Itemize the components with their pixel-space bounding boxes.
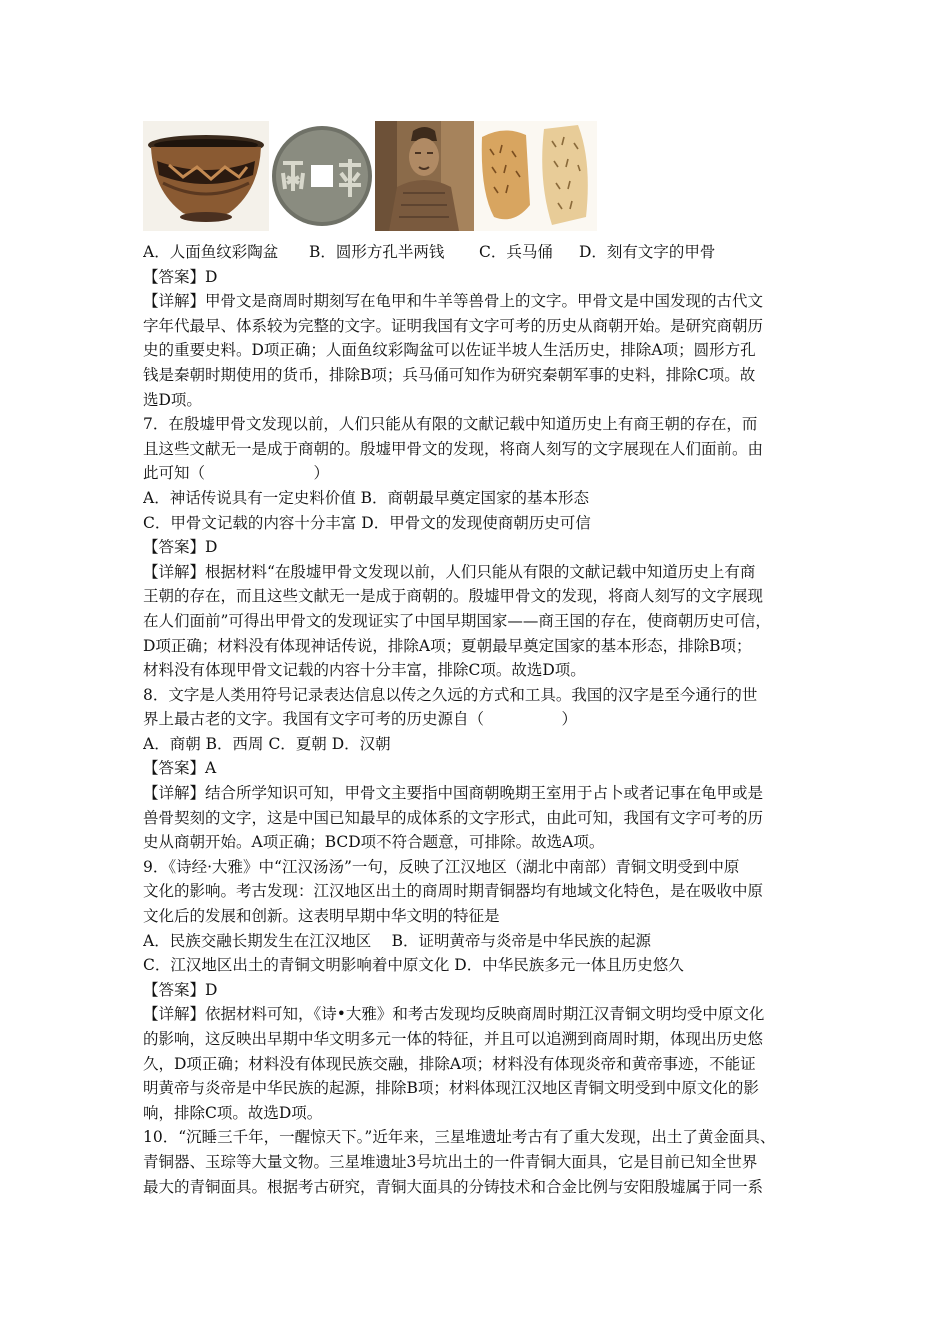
- q6-explain-line: 字年代最早、体系较为完整的文字。证明我国有文字可考的历史从商朝开始。是研究商朝历: [143, 316, 764, 335]
- q6-answer: 【答案】D: [143, 267, 218, 286]
- q6-option-b: B．圆形方孔半两钱: [309, 243, 445, 261]
- q9-options-line: A．民族交融长期发生在江汉地区 B．证明黄帝与炎帝是中华民族的起源: [143, 931, 652, 950]
- q9-stem-line: 文化的影响。考古发现：江汉地区出土的商周时期青铜器均有地域文化特色，是在吸收中原: [143, 882, 764, 901]
- question-text: [143, 240, 813, 1199]
- q7-explain-line: 在人们面前”可得出甲骨文的发现证实了中国早期国家——商王国的存在，使商朝历史可信，: [143, 611, 771, 630]
- oracle-bone-image: [474, 121, 597, 231]
- q8-stem-line: 8．文字是人类用符号记录表达信息以传之久远的方式和工具。我国的汉字是至今通行的世: [143, 685, 758, 704]
- q9-stem-line: 9．《诗经·大雅》中“江汉汤汤”一句，反映了江汉地区（湖北中南部）青铜文明受到中原: [143, 857, 740, 876]
- q8-explain-line: 【详解】结合所学知识可知，甲骨文主要指中国商朝晚期王室用于占卜或者记事在龟甲或是: [143, 784, 764, 803]
- q9-explain-line: 【详解】依据材料可知，《诗•大雅》和考古发现均反映商周时期江汉青铜文明均受中原文化: [143, 1005, 765, 1024]
- q7-explain-line: 王朝的存在，而且这些文献无一是成于商朝的。殷墟甲骨文的发现，将商人刻写的文字展现: [143, 587, 764, 606]
- q6-explain-line: 史的重要史料。D项正确；人面鱼纹彩陶盆可以佐证半坡人生活历史，排除A项；圆形方孔: [143, 341, 756, 360]
- banliang-coin-image: [269, 121, 375, 231]
- q9-explain-line: 久，D项正确；材料没有体现民族交融，排除A项；材料没有体现炎帝和黄帝事迹，不能证: [143, 1054, 756, 1073]
- q9-options-line: C．江汉地区出土的青铜文明影响着中原文化 D．中华民族多元一体且历史悠久: [143, 956, 684, 975]
- q7-options-line: A．神话传说具有一定史料价值 B．商朝最早奠定国家的基本形态: [143, 488, 590, 507]
- q6-option-a: A．人面鱼纹彩陶盆: [143, 243, 279, 261]
- q6-explain-line: 选D项。: [143, 390, 202, 409]
- q8-answer: 【答案】A: [143, 759, 217, 778]
- q6-option-d: D．刻有文字的甲骨: [579, 243, 716, 261]
- q7-explain-line: 材料没有体现甲骨文记载的内容十分丰富，排除C项。故选D项。: [143, 661, 586, 680]
- q9-explain-line: 响，排除C项。故选D项。: [143, 1103, 323, 1122]
- terracotta-warrior-image: [375, 121, 474, 231]
- question-images: [143, 121, 597, 231]
- q6-option-c: C．兵马俑: [479, 243, 553, 261]
- q7-stem-line: 且这些文献无一是成于商朝的。殷墟甲骨文的发现，将商人刻写的文字展现在人们面前。由: [143, 439, 764, 458]
- q10-stem-line: 青铜器、玉琮等大量文物。三星堆遗址3号坑出土的一件青铜大面具，它是目前已知全世界: [143, 1152, 758, 1171]
- q7-answer: 【答案】D: [143, 538, 218, 557]
- painted-pottery-basin-image: [143, 121, 269, 231]
- q9-answer: 【答案】D: [143, 980, 218, 999]
- q7-options-line: C．甲骨文记载的内容十分丰富 D．甲骨文的发现使商朝历史可信: [143, 513, 591, 532]
- q10-stem-line: 10．“沉睡三千年，一醒惊天下。”近年来，三星堆遗址考古有了重大发现，出土了黄金面具、: [143, 1128, 776, 1147]
- q8-explain-line: 史从商朝开始。A项正确；BCD项不符合题意，可排除。故选A项。: [143, 833, 605, 852]
- q9-explain-line: 明黄帝与炎帝是中华民族的起源，排除B项；材料体现江汉地区青铜文明受到中原文化的影: [143, 1079, 759, 1098]
- q8-explain-line: 兽骨契刻的文字，这是中国已知最早的成体系的文字形式，由此可知，我国有文字可考的历: [143, 808, 764, 827]
- q6-explain-line: 【详解】甲骨文是商周时期刻写在龟甲和牛羊等兽骨上的文字。甲骨文是中国发现的古代文: [143, 292, 764, 311]
- q6-options: [143, 240, 813, 265]
- q10-stem-line: 最大的青铜面具。根据考古研究，青铜大面具的分铸技术和合金比例与安阳殷墟属于同一系: [143, 1177, 764, 1196]
- q7-explain-line: 【详解】根据材料“在殷墟甲骨文发现以前，人们只能从有限的文献记载中知道历史上有商: [143, 562, 756, 581]
- q9-explain-line: 的影响，这反映出早期中华文明多元一体的特征，并且可以追溯到商周时期，体现出历史悠: [143, 1030, 764, 1048]
- q8-stem-line: 界上最古老的文字。我国有文字可考的历史源自（ ）: [143, 710, 578, 729]
- q7-stem-line: 此可知（ ）: [143, 464, 330, 483]
- q6-explain-line: 钱是秦朝时期使用的货币，排除B项；兵马俑可知作为研究秦朝军事的史料，排除C项。故: [143, 365, 756, 384]
- q7-explain-line: D项正确；材料没有体现神话传说，排除A项；夏朝最早奠定国家的基本形态，排除B项；: [143, 636, 752, 655]
- q9-stem-line: 文化后的发展和创新。这表明早期中华文明的特征是: [143, 907, 500, 926]
- q8-options-line: A．商朝 B．西周 C．夏朝 D．汉朝: [143, 734, 391, 753]
- q7-stem-line: 7．在殷墟甲骨文发现以前，人们只能从有限的文献记载中知道历史上有商王朝的存在，而: [143, 415, 758, 434]
